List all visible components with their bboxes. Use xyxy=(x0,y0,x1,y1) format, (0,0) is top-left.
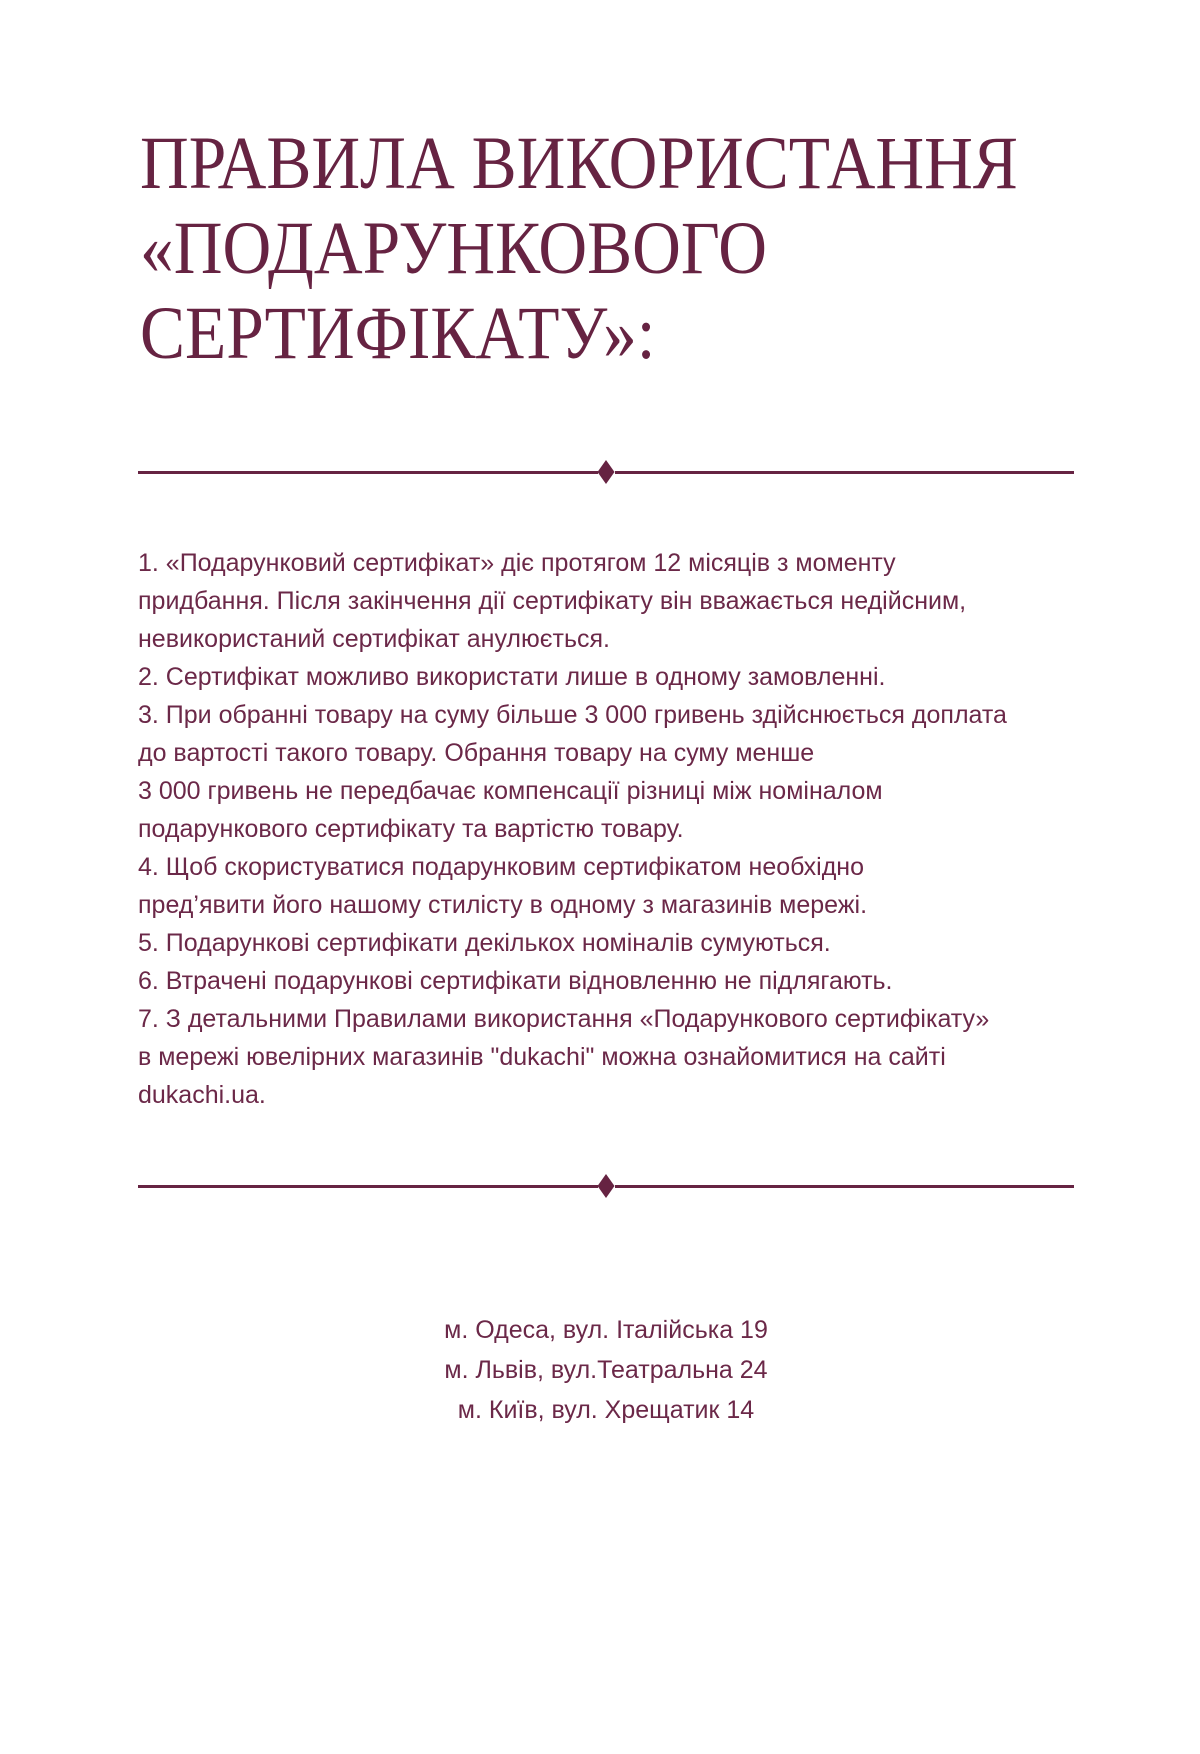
rule-line: подарункового сертифікату та вартістю товару. xyxy=(138,815,684,843)
title-line-1: ПРАВИЛА ВИКОРИСТАННЯ xyxy=(140,122,1018,205)
rule-line: придбання. Після закінчення дії сертифікату він вважається недійсним, xyxy=(138,587,967,615)
rule-line: 7. З детальними Правилами використання «Подарункового сертифікату» xyxy=(138,1005,990,1033)
rule-line: 2. Сертифікат можливо використати лише в одному замовленні. xyxy=(138,663,886,691)
rule-line: 6. Втрачені подарункові сертифікати відновленню не підлягають. xyxy=(138,967,893,995)
title-line-3: СЕРТИФІКАТУ»: xyxy=(140,292,656,375)
divider-bottom xyxy=(138,1174,1074,1198)
rule-line: 3. При обранні товару на суму більше 3 000 гривень здійснюється доплата xyxy=(138,701,1007,729)
rule-line: невикористаний сертифікат анулюється. xyxy=(138,625,610,653)
rule-line: 5. Подарункові сертифікати декількох номіналів сумуються. xyxy=(138,929,831,957)
rule-line: до вартості такого товару. Обрання товару на суму менше xyxy=(138,739,815,767)
divider-line-right xyxy=(615,471,1075,474)
address-line-odesa: м. Одеса, вул. Італійська 19 xyxy=(444,1316,768,1344)
rule-line-website: dukachi.ua. xyxy=(138,1081,266,1109)
divider-line-right xyxy=(615,1185,1075,1188)
rule-line: в мережі ювелірних магазинів "dukachi" можна ознайомитися на сайті xyxy=(138,1043,946,1071)
diamond-icon xyxy=(598,460,615,484)
rule-line: пред’явити його нашому стилісту в одному з магазинів мережі. xyxy=(138,891,868,919)
rule-line: 4. Щоб скористуватися подарунковим сертифікатом необхідно xyxy=(138,853,864,881)
divider-line-left xyxy=(138,471,598,474)
rule-line: 3 000 гривень не передбачає компенсації різниці між номіналом xyxy=(138,777,883,805)
rules-text xyxy=(138,544,1007,1114)
store-addresses xyxy=(138,1310,1074,1430)
divider-top xyxy=(138,460,1074,484)
address-line-kyiv: м. Київ, вул. Хрещатик 14 xyxy=(457,1396,755,1424)
page-title xyxy=(140,121,1018,376)
divider-line-left xyxy=(138,1185,598,1188)
address-line-lviv: м. Львів, вул.Театральна 24 xyxy=(444,1356,768,1384)
rule-line: 1. «Подарунковий сертифікат» діє протягом 12 місяців з моменту xyxy=(138,549,896,577)
title-line-2: «ПОДАРУНКОВОГО xyxy=(140,207,768,290)
diamond-icon xyxy=(598,1174,615,1198)
